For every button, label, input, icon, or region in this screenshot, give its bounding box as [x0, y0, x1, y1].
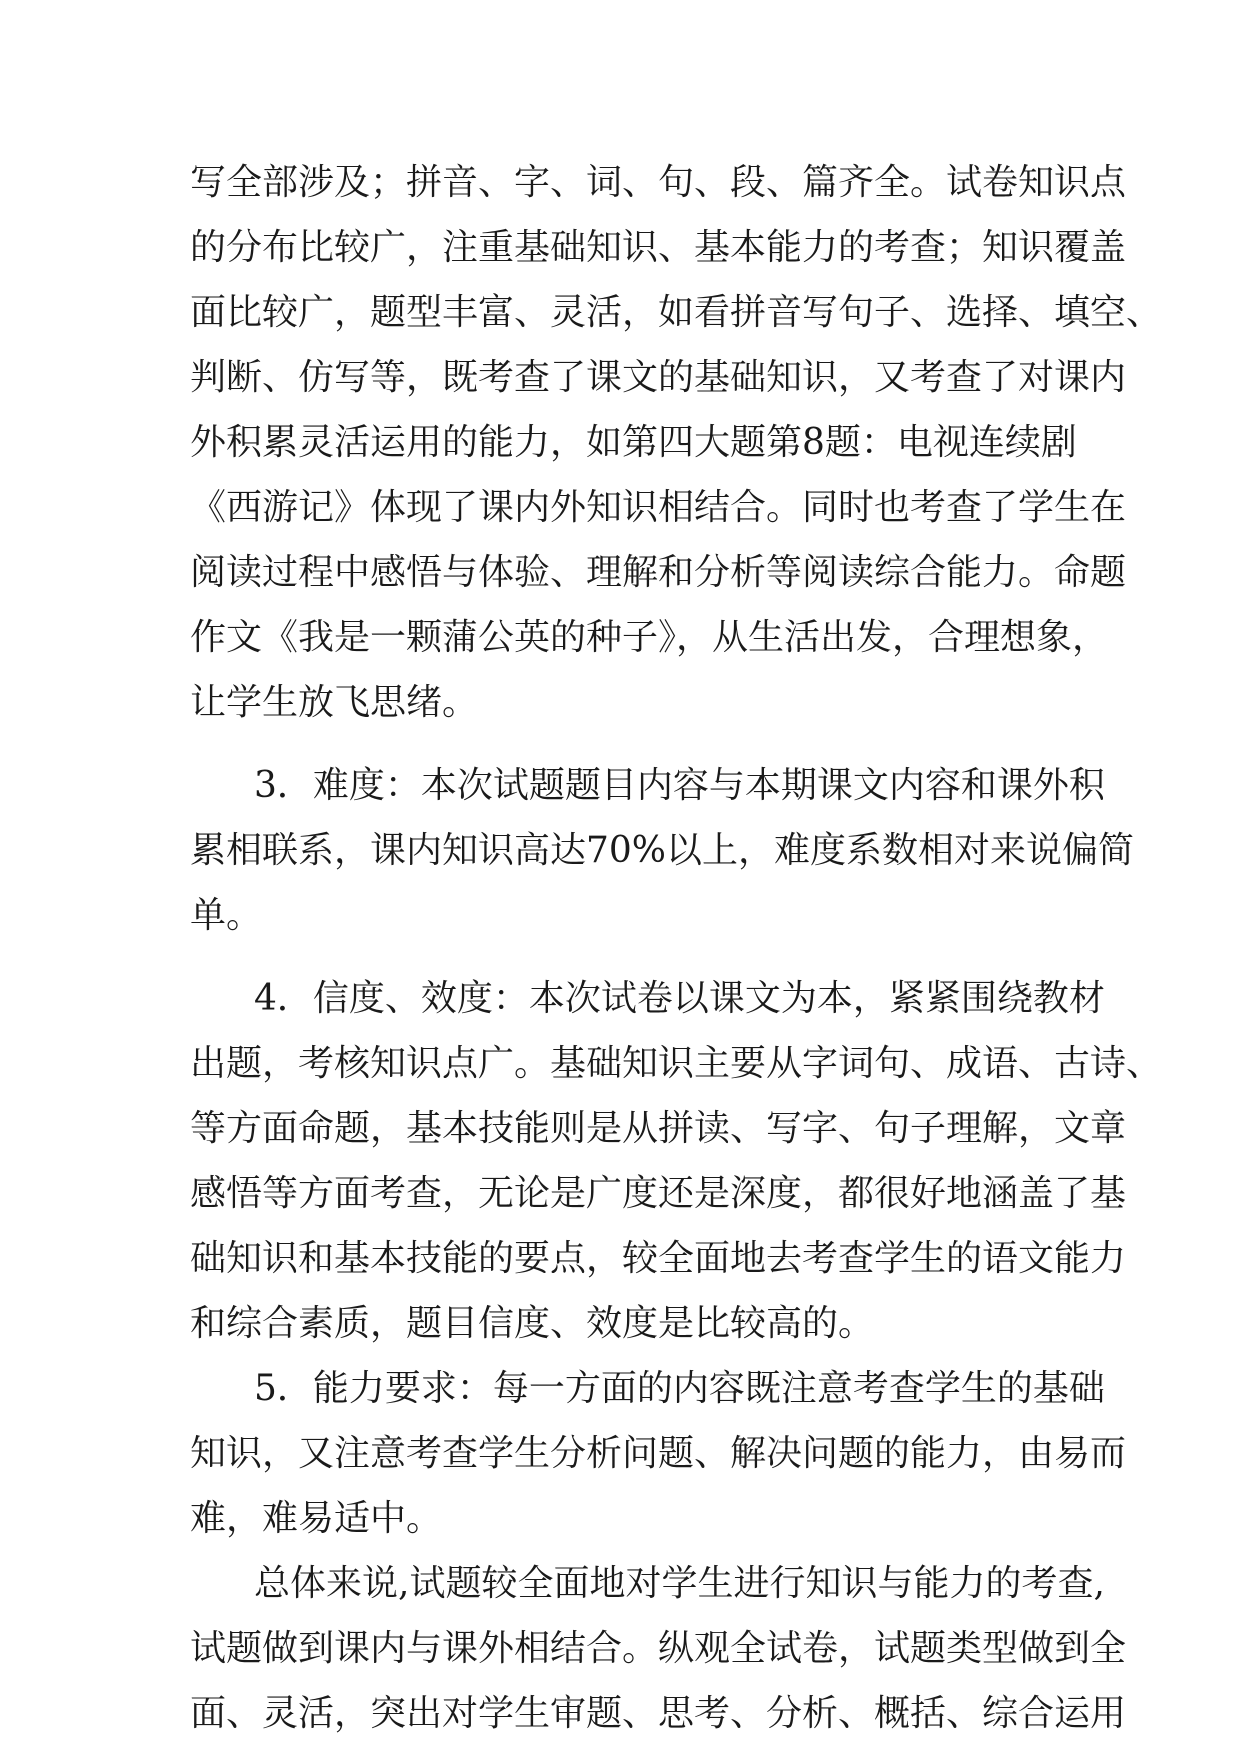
paragraph-gap: [190, 735, 1050, 753]
text-line: 总体来说,试题较全面地对学生进行知识与能力的考查,: [254, 1563, 1105, 1604]
text-line: 难，难易适中。: [190, 1498, 443, 1539]
text-line: 础知识和基本技能的要点，较全面地去考查学生的语文能力: [190, 1238, 1127, 1279]
paragraph-gap: [190, 948, 1050, 966]
text-line: 累相联系，课内知识高达70%以上，难度系数相对来说偏简: [190, 830, 1135, 871]
text-line: 等方面命题，基本技能则是从拼读、写字、句子理解，文章: [190, 1108, 1127, 1149]
text-line: 作文《我是一颗蒲公英的种子》，从生活出发，合理想象，: [190, 617, 1109, 658]
text-line: 让学生放飞思绪。: [190, 682, 479, 723]
text-line: 《西游记》体现了课内外知识相结合。同时也考查了学生在: [190, 487, 1127, 528]
text-line: 的分布比较广，注重基础知识、基本能力的考查；知识覆盖: [190, 227, 1127, 268]
text-line: 外积累灵活运用的能力，如第四大题第8题：电视连续剧: [190, 422, 1077, 463]
text-line: 5．能力要求：每一方面的内容既注意考查学生的基础: [254, 1368, 1105, 1409]
text-line: 知识，又注意考查学生分析问题、解决问题的能力，由易而: [190, 1433, 1127, 1474]
text-line: 单。: [190, 895, 263, 936]
text-line: 和综合素质，题目信度、效度是比较高的。: [190, 1303, 875, 1344]
text-line: 感悟等方面考查，无论是广度还是深度，都很好地涵盖了基: [190, 1173, 1127, 1214]
text-line: 4．信度、效度：本次试卷以课文为本，紧紧围绕教材: [254, 978, 1105, 1019]
text-line: 面比较广，题型丰富、灵活，如看拼音写句子、选择、填空、: [190, 292, 1163, 333]
text-line: 3．难度：本次试题题目内容与本期课文内容和课外积: [254, 765, 1105, 806]
text-line: 出题，考核知识点广。基础知识主要从字词句、成语、古诗、: [190, 1043, 1163, 1084]
text-line: 阅读过程中感悟与体验、理解和分析等阅读综合能力。命题: [190, 552, 1127, 593]
text-line: 写全部涉及；拼音、字、词、句、段、篇齐全。试卷知识点: [190, 162, 1127, 203]
text-line: 试题做到课内与课外相结合。纵观全试卷，试题类型做到全: [190, 1628, 1127, 1669]
text-line: 判断、仿写等，既考查了课文的基础知识，又考查了对课内: [190, 357, 1127, 398]
text-line: 面、灵活，突出对学生审题、思考、分析、概括、综合运用: [190, 1693, 1127, 1734]
document-body: [190, 150, 1163, 1746]
